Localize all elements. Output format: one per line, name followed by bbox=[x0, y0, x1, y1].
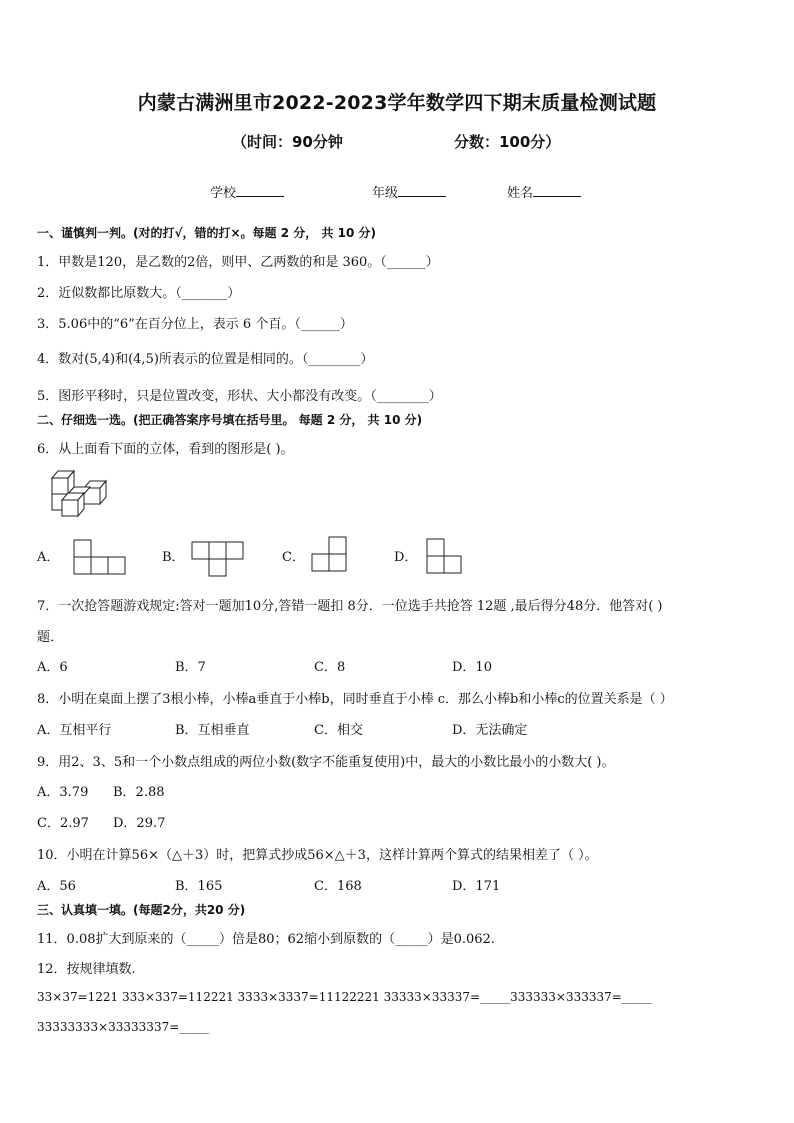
q6-option-d-label[interactable]: D． bbox=[394, 550, 418, 565]
section1-heading: 一、谨慎判一判。(对的打√，错的打×。每题 2 分， 共 10 分) bbox=[37, 226, 376, 240]
q7-option-d[interactable]: D．10 bbox=[452, 660, 492, 675]
question-7-cont: 题． bbox=[37, 630, 64, 645]
page-title: 内蒙古满洲里市2022-2023学年数学四下期末质量检测试题 bbox=[137, 92, 657, 114]
question-10: 10．小明在计算56×（△＋3）时，把算式抄成56×△＋3，这样计算两个算式的结果相差了（ ）。 bbox=[37, 848, 598, 863]
grade-field bbox=[372, 182, 446, 201]
q6-option-d-shape[interactable] bbox=[426, 538, 464, 576]
q10-option-c[interactable]: C．168 bbox=[314, 879, 362, 894]
q9-option-a[interactable]: A．3.79 bbox=[37, 785, 89, 800]
question-12-last: 33333333×33333337=_____ bbox=[37, 1020, 210, 1034]
q6-option-b-label[interactable]: B． bbox=[162, 550, 185, 565]
school-field bbox=[210, 182, 284, 201]
q10-option-a[interactable]: A．56 bbox=[37, 879, 76, 894]
q7-option-a[interactable]: A．6 bbox=[37, 660, 68, 675]
q9-option-d[interactable]: D．29.7 bbox=[113, 816, 166, 831]
grade-label: 年级 bbox=[372, 186, 399, 201]
q7-option-b[interactable]: B．7 bbox=[175, 660, 206, 675]
question-1: 1．甲数是120，是乙数的2倍，则甲、乙两数的和是 360。（______） bbox=[37, 255, 439, 270]
q7-option-c[interactable]: C．8 bbox=[314, 660, 346, 675]
school-label: 学校 bbox=[210, 186, 237, 201]
q6-option-c-shape[interactable] bbox=[311, 536, 349, 574]
question-2: 2．近似数都比原数大。（_______） bbox=[37, 286, 241, 301]
q10-option-d[interactable]: D．171 bbox=[452, 879, 501, 894]
name-field bbox=[507, 182, 581, 201]
question-9: 9．用2、3、5和一个小数点组成的两位小数(数字不能重复使用)中，最大的小数比最小的小数大( )。 bbox=[37, 755, 615, 770]
question-6: 6．从上面看下面的立体，看到的图形是( )。 bbox=[37, 442, 294, 457]
question-7: 7．一次抢答题游戏规定:答对一题加10分,答错一题扣 8分．一位选手共抢答 12题 ,最后得分48分．他答对( ) bbox=[37, 599, 663, 614]
question-3: 3．5.06中的“6”在百分位上，表示 6 个百。（______） bbox=[37, 317, 353, 332]
question-12-sequence: 33×37=1221 333×337=112221 3333×3337=11122221 33333×33337=_____333333×333337=_____ bbox=[37, 990, 652, 1004]
q9-option-c[interactable]: C．2.97 bbox=[37, 816, 89, 831]
question-4: 4．数对(5,4)和(4,5)所表示的位置是相同的。（________） bbox=[37, 352, 374, 367]
q6-option-a-shape[interactable] bbox=[73, 539, 128, 575]
section3-heading: 三、认真填一填。(每题2分，共20 分) bbox=[37, 903, 246, 917]
grade-blank[interactable] bbox=[398, 184, 446, 197]
q6-option-a-label[interactable]: A． bbox=[37, 550, 60, 565]
q8-option-d[interactable]: D．无法确定 bbox=[452, 723, 528, 738]
question-8: 8．小明在桌面上摆了3根小棒，小棒a垂直于小棒b，同时垂直于小棒 c．那么小棒b和小棒c的位置关系是（ ） bbox=[37, 692, 673, 707]
exam-score: 分数：100分） bbox=[454, 133, 561, 151]
cube-stack-figure bbox=[48, 468, 114, 518]
exam-time: （时间：90分钟 bbox=[232, 133, 343, 151]
q6-option-b-shape[interactable] bbox=[191, 541, 246, 579]
q8-option-a[interactable]: A．互相平行 bbox=[37, 723, 112, 738]
q8-option-b[interactable]: B．互相垂直 bbox=[175, 723, 250, 738]
q10-option-b[interactable]: B．165 bbox=[175, 879, 223, 894]
section2-heading: 二、仔细选一选。(把正确答案序号填在括号里。 每题 2 分， 共 10 分) bbox=[37, 413, 423, 427]
name-blank[interactable] bbox=[533, 184, 581, 197]
question-5: 5．图形平移时，只是位置改变，形状、大小都没有改变。（________） bbox=[37, 389, 442, 404]
q8-option-c[interactable]: C．相交 bbox=[314, 723, 363, 738]
q6-option-c-label[interactable]: C． bbox=[282, 550, 305, 565]
q9-option-b[interactable]: B．2.88 bbox=[113, 785, 165, 800]
question-11: 11．0.08扩大到原来的（_____）倍是80；62缩小到原数的（_____）是0.062. bbox=[37, 932, 495, 947]
name-label: 姓名 bbox=[507, 186, 534, 201]
school-blank[interactable] bbox=[236, 184, 284, 197]
question-12: 12．按规律填数. bbox=[37, 962, 136, 977]
